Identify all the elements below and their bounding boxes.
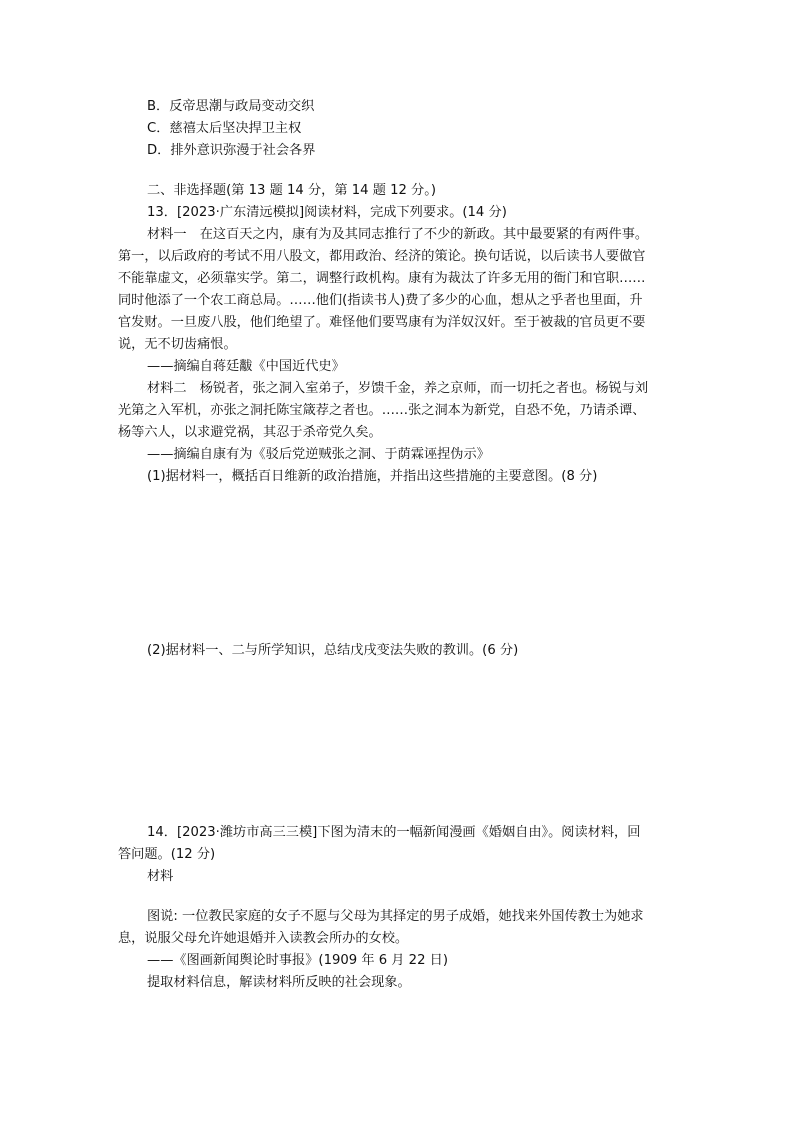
q13-material1-line: 第一，以后政府的考试不用八股文，都用政治、经济的策论。换句话说，以后读书人要做官 [118,249,646,264]
option-c: C．慈禧太后坚决捍卫主权 [147,121,302,136]
q13-material2-line: 杨等六人，以求避党祸，其忍于杀帝党久矣。 [118,425,382,440]
q13-material2-line: 光第之入军机，亦张之洞托陈宝箴荐之者也。……张之洞本为新党，自恐不免，乃请杀谭、 [118,403,646,418]
q13-material1-line: 说，无不切齿痛恨。 [118,337,237,352]
option-b: B．反帝思潮与政局变动交织 [147,99,315,114]
q14-source: ——《图画新闻舆论时事报》(1909 年 6 月 22 日) [147,953,448,968]
q13-header: 13．[2023·广东清远模拟]阅读材料，完成下列要求。(14 分) [147,205,507,220]
q13-subquestion-2: (2)据材料一、二与所学知识，总结戊戌变法失败的教训。(6 分) [147,643,519,658]
section-heading: 二、非选择题(第 13 题 14 分，第 14 题 12 分。) [147,183,436,198]
q14-header-line: 答问题。(12 分) [118,847,216,862]
q13-subquestion-1: (1)据材料一，概括百日维新的政治措施，并指出这些措施的主要意图。(8 分) [147,469,598,484]
q13-material2-source: ——摘编自康有为《驳后党逆贼张之洞、于荫霖诬捏伪示》 [147,447,490,462]
option-d: D．排外意识弥漫于社会各界 [147,143,316,158]
q13-material1-source: ——摘编自蒋廷黻《中国近代史》 [147,359,345,374]
q14-caption-line: 息，说服父母允许她退婚并入读教会所办的女校。 [118,931,409,946]
q14-header-line: 14．[2023·潍坊市高三三模]下图为清末的一幅新闻漫画《婚姻自由》。阅读材料，回 [147,825,641,840]
q13-material1-line: 同时他添了一个农工商总局。……他们(指读书人)费了多少的心血，想从之乎者也里面，升 [118,293,643,308]
q14-caption-line: 图说: 一位教民家庭的女子不愿与父母为其择定的男子成婚，她找来外国传教士为她求 [147,909,644,924]
q14-material-label: 材料 [147,869,174,884]
q13-material1-line: 官发财。一旦废八股，他们绝望了。难怪他们要骂康有为洋奴汉奸。至于被裁的官员更不要 [118,315,646,330]
q13-material2-line: 材料二 杨锐者，张之洞入室弟子，岁馈千金，养之京师，而一切托之者也。杨锐与刘 [147,381,649,396]
q14-question: 提取材料信息，解读材料所反映的社会现象。 [147,975,411,990]
q13-material1-line: 不能靠虚文，必须靠实学。第二，调整行政机构。康有为裁汰了许多无用的衙门和官职…… [118,271,646,286]
q13-material1-line: 材料一 在这百天之内，康有为及其同志推行了不少的新政。其中最要紧的有两件事。 [147,227,649,242]
